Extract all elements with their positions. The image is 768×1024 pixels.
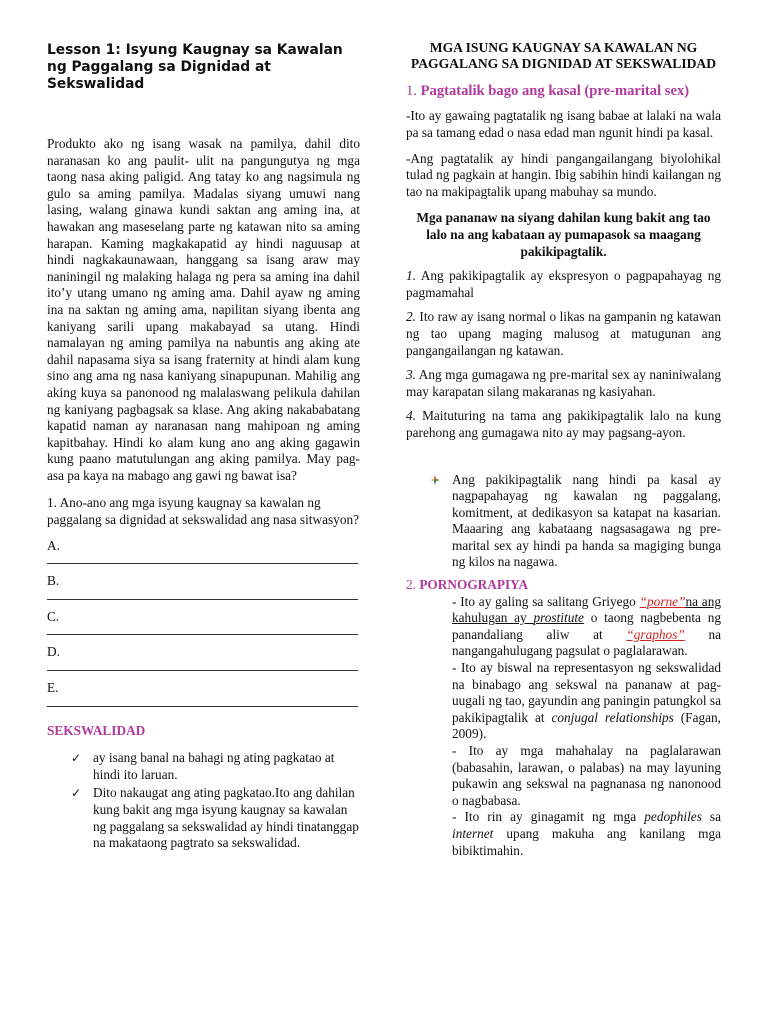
section-number: 1. [406, 82, 417, 99]
view-item-1 [406, 268, 721, 301]
explanation-paragraph: -Ang pagtatalik ay hindi pangangailangang biyolohikal tulad ng pagkain at hangin. Ibig sabihin hindi kailangan ng tao na makipagtalik upang mabuhay sa mundo. [406, 150, 721, 199]
view-item-2 [406, 309, 721, 359]
answer-rule [47, 590, 358, 600]
answer-label: A. [47, 537, 60, 553]
answer-label: E. [47, 680, 59, 696]
visual-paragraph [452, 660, 721, 743]
section-2-heading [406, 577, 721, 594]
answer-rule [47, 625, 358, 635]
list-item-text: Dito nakaugat ang ating pagkatao.Ito ang dahilan kung bakit ang mga isyung kaugnay sa kawalan ng paggalang sa sekswalidad ay hindi tinatanggap na makataong pagtrato sa sekswalidad. [93, 785, 359, 851]
views-heading: Mga pananaw na siyang dahilan kung bakit ang tao lalo na ang kabataan ay pumapasok sa maagang pakikipagtalik. [416, 210, 711, 259]
answer-label: D. [47, 644, 60, 660]
text-run: - Ito rin ay ginagamit ng mga [452, 809, 645, 825]
text-run: - Ito ay galing sa salitang Griyego [452, 593, 640, 609]
note-text: Ang pakikipagtalik nang hindi pa kasal ay nagpapahayag ng kawalan ng paggalang, komitment, at dedikasyon sa katapat na kasarian. Maaaring ang kabataang nagsasagawa ng pre-marital sex ay hindi pa handa sa magiging bunga ng kilos na nagawa. [452, 471, 721, 570]
text-run: sa [701, 809, 722, 825]
etymology-paragraph [452, 594, 721, 660]
sekswalidad-heading: SEKSWALIDAD [47, 722, 146, 738]
answer-line-c[interactable] [47, 609, 360, 636]
term-conjugal: conjugal relationships [551, 709, 674, 725]
pornograpiya-body [452, 594, 721, 860]
term-prostitute: prostitute [533, 610, 584, 626]
answer-label: B. [47, 573, 60, 589]
section-number: 2. [406, 577, 416, 593]
sekswalidad-list [47, 750, 360, 852]
item-text: Ito raw ay isang normal o likas na gampanin ng katawan ng tao upang maging malusog at matugunan ang pangangailangan ng katawan. [406, 309, 721, 358]
pedophiles-paragraph [452, 809, 721, 859]
story-passage: Produkto ako ng isang wasak na pamilya, dahil dito naranasan ko ang paulit- ulit na pangungutya ng mga taong nasa aking paligid. Ang tatay ko ang nagsimula ng gulo sa aming pamilya. Madalas siyang umuwi nang lasing, walang ginawa kundi saktan ang aming ina, at hawakan ang maseselang parte ng katawan nito sa aming harapan. Kaming magkakapatid ay hindi naguusap at hindi nagkakaunawaan, hanggang sa isang araw may naniningil ng malaking halaga ng pera sa aming ina dahil ito’y utang umano ng aming ama. Dahil ayaw ng aming ina na saktan ng aming ama, napilitan siyang ibenta ang kaniyang sarili upang makabayad sa utang. Hindi namalayan ng aming pamilya na nabuntis ang aking ate dahil napasama siya sa isang fraternity at hindi alam kung sino ang ama ng nasa kaniyang sinapupunan. Mahilig ang aking kuya sa panonood ng malalaswang pelikula dahilan ng kaniyang pagbagsak sa klase. Ang aking nakababatang kapatid naman ay naranasan nang mahipoan ng aming kapitbahay. Hindi ko alam kung ano ang aking gagawin kung paano matutulungan ang aking pamilya. May pag-asa pa kaya na mabago ang gawi ng bawat isa? [47, 136, 360, 483]
greek-word-graphos: “graphos” [626, 626, 685, 642]
answer-line-d[interactable] [47, 644, 360, 671]
list-item [71, 750, 360, 783]
right-title: MGA ISUNG KAUGNAY SA KAWALAN NG PAGGALANG SA DIGNIDAD AT SEKSWALIDAD [410, 40, 717, 72]
answer-rule [47, 697, 358, 707]
right-column [406, 36, 721, 859]
item-number: 3. [406, 367, 416, 383]
view-item-4 [406, 408, 721, 441]
bulleted-note [452, 472, 721, 572]
left-column [47, 36, 360, 854]
text-run: (Fagan, 2009). [452, 709, 722, 742]
item-number: 1. [406, 268, 416, 284]
text-run: upang makuha ang kanilang mga bibiktimahin. [452, 825, 721, 858]
description-paragraph: - Ito ay mga mahahalay na paglalarawan (babasahin, larawan, o palabas) na may layuning pukawin ang sekswal na pagnanasa ng nanonood o nagbabasa. [452, 743, 721, 808]
answer-label: C. [47, 608, 60, 624]
checkmark-icon: ✓ [71, 751, 82, 766]
list-item-text: ay isang banal na bahagi ng ating pagkatao at hindi ito laruan. [93, 750, 335, 782]
greek-word-porne: “porne” [639, 593, 686, 609]
definition-paragraph: -Ito ay gawaing pagtatalik ng isang babae at lalaki na wala pa sa tamang edad o nasa edad man ngunit hindi pa kasal. [406, 108, 721, 140]
text-run: na nangangahulugang pagsulat o paglalarawan. [452, 626, 721, 659]
item-text: Ang mga gumagawa ng pre-marital sex ay naniniwalang may karapatan silang makaranas ng kasiyahan. [406, 367, 721, 399]
item-number: 2. [406, 309, 416, 325]
lesson-title: Lesson 1: Isyung Kaugnay sa Kawalan ng Paggalang sa Dignidad at Sekswalidad [47, 42, 343, 92]
answer-rule [47, 661, 358, 671]
text-run: na ang kahulugan ay [452, 593, 721, 626]
item-text: Maituturing na tama ang pakikipagtalik lalo na kung parehong ang gumagawa nito ay may pagsang-ayon. [406, 408, 721, 440]
list-item [71, 785, 360, 851]
answer-line-b[interactable] [47, 573, 360, 600]
view-item-3 [406, 367, 721, 400]
section-title: PORNOGRAPIYA [419, 577, 529, 593]
term-pedophiles: pedophiles [644, 809, 702, 825]
answer-line-a[interactable] [47, 538, 360, 565]
diamond-bullet-icon [430, 475, 440, 485]
term-internet: internet [452, 825, 494, 841]
section-title: Pagtatalik bago ang kasal (pre-marital sex) [420, 82, 690, 99]
answer-line-e[interactable] [47, 680, 360, 707]
question-1: 1. Ano-ano ang mga isyung kaugnay sa kawalan ng paggalang sa dignidad at sekswalidad ang nasa sitwasyon? [47, 495, 360, 528]
answer-rule [47, 554, 358, 564]
checkmark-icon: ✓ [71, 786, 82, 801]
text-run: - Ito ay biswal na representasyon ng sekswalidad na binabago ang sekswal na pananaw at pag-uugali ng tao, gayundin ang paningin patungkol sa pakikipagtalik at [452, 660, 721, 725]
item-number: 4. [406, 408, 416, 424]
text-run: o taong nagbebenta ng panandaliang aliw at [452, 610, 721, 642]
item-text: Ang pakikipagtalik ay ekspresyon o pagpapahayag ng pagmamahal [406, 268, 721, 300]
section-1-heading [406, 83, 721, 100]
